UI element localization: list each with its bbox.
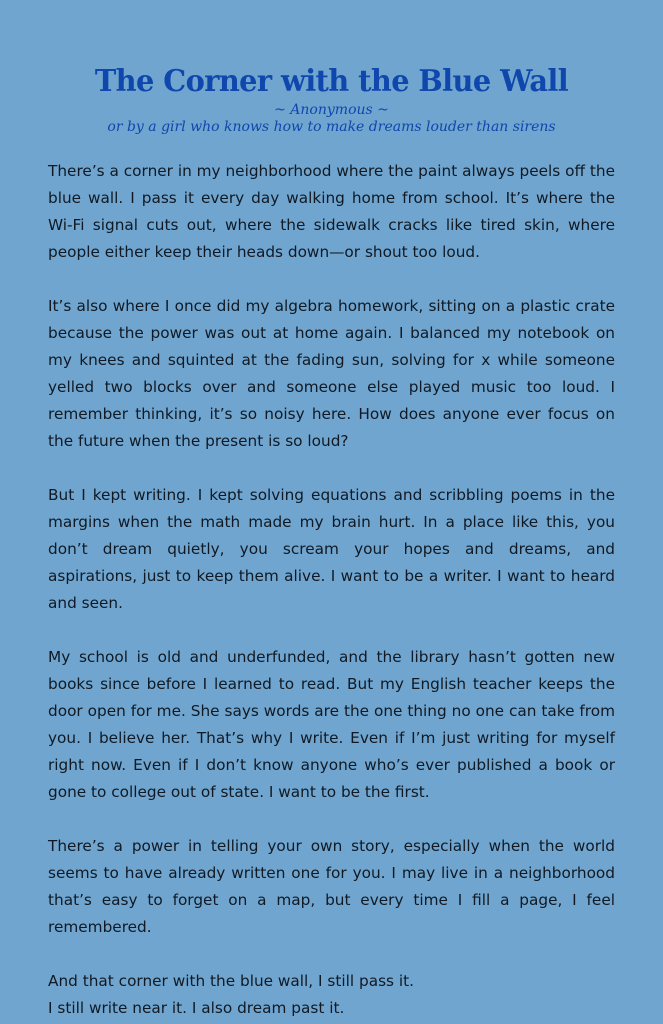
closing-line-1: And that corner with the blue wall, I still pass it. [48, 972, 414, 990]
paragraph-2: It’s also where I once did my algebra homework, sitting on a plastic crate because the power was out at home again. I balanced my notebook on my knees and squinted at the fading sun, solving for x while someone yelled two blocks over and someone else played music too loud. I remember thinking, it’s so noisy here. How does anyone ever focus on the future when the present is so loud? [48, 297, 615, 450]
paragraph-1: There’s a corner in my neighborhood where the paint always peels off the blue wall. I pass it every day walking home from school. It’s where the Wi-Fi signal cuts out, where the sidewalk cracks like tired skin, where people either keep their heads down—or shout too loud. [48, 162, 615, 261]
story-header [48, 62, 615, 136]
author-line: ~ Anonymous ~ [274, 102, 389, 118]
story-subtitle: or by a girl who knows how to make dreams louder than sirens [107, 119, 556, 135]
story-body [48, 158, 615, 1022]
paragraph-3: But I kept writing. I kept solving equations and scribbling poems in the margins when the math made my brain hurt. In a place like this, you don’t dream quietly, you scream your hopes and dreams, and aspirations, just to keep them alive. I want to be a writer. I want to heard and seen. [48, 486, 615, 612]
paragraph-5: There’s a power in telling your own story, especially when the world seems to have already written one for you. I may live in a neighborhood that’s easy to forget on a map, but every time I fill a page, I feel remembered. [48, 837, 615, 936]
story-title: The Corner with the Blue Wall [94, 64, 569, 99]
closing-line-2: I still write near it. I also dream past it. [48, 999, 345, 1017]
paragraph-4: My school is old and underfunded, and the library hasn’t gotten new books since before I learned to read. But my English teacher keeps the door open for me. She says words are the one thing no one can take from you. I believe her. That’s why I write. Even if I’m just writing for myself right now. Even if I don’t know anyone who’s ever published a book or gone to college out of state. I want to be the first. [48, 648, 615, 801]
closing-paragraph [48, 968, 615, 1022]
